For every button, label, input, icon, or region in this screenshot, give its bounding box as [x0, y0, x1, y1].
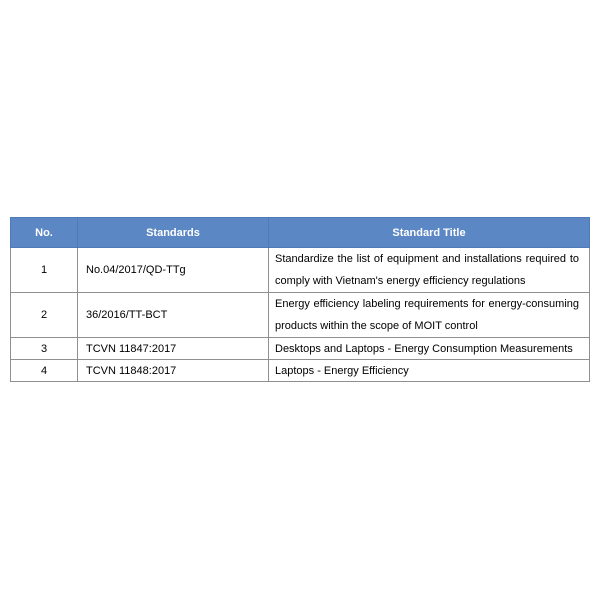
table-row — [11, 338, 590, 360]
cell-title: Desktops and Laptops - Energy Consumption Measurements — [269, 338, 590, 360]
cell-title: Energy efficiency labeling requirements for energy-consuming products within the scope of MOIT control — [269, 293, 590, 338]
standards-table-container — [10, 217, 589, 382]
header-standard-title: Standard Title — [269, 218, 590, 248]
table-header-row — [11, 218, 590, 248]
table-row — [11, 248, 590, 293]
cell-no: 4 — [11, 360, 78, 382]
cell-standard: TCVN 11848:2017 — [78, 360, 269, 382]
cell-no: 1 — [11, 248, 78, 293]
header-standards: Standards — [78, 218, 269, 248]
cell-no: 2 — [11, 293, 78, 338]
cell-no: 3 — [11, 338, 78, 360]
standards-table — [10, 217, 590, 382]
cell-standard: No.04/2017/QD-TTg — [78, 248, 269, 293]
table-row — [11, 360, 590, 382]
cell-title: Laptops - Energy Efficiency — [269, 360, 590, 382]
cell-standard: 36/2016/TT-BCT — [78, 293, 269, 338]
table-row — [11, 293, 590, 338]
cell-title: Standardize the list of equipment and installations required to comply with Vietnam's energy efficiency regulations — [269, 248, 590, 293]
header-no: No. — [11, 218, 78, 248]
cell-standard: TCVN 11847:2017 — [78, 338, 269, 360]
